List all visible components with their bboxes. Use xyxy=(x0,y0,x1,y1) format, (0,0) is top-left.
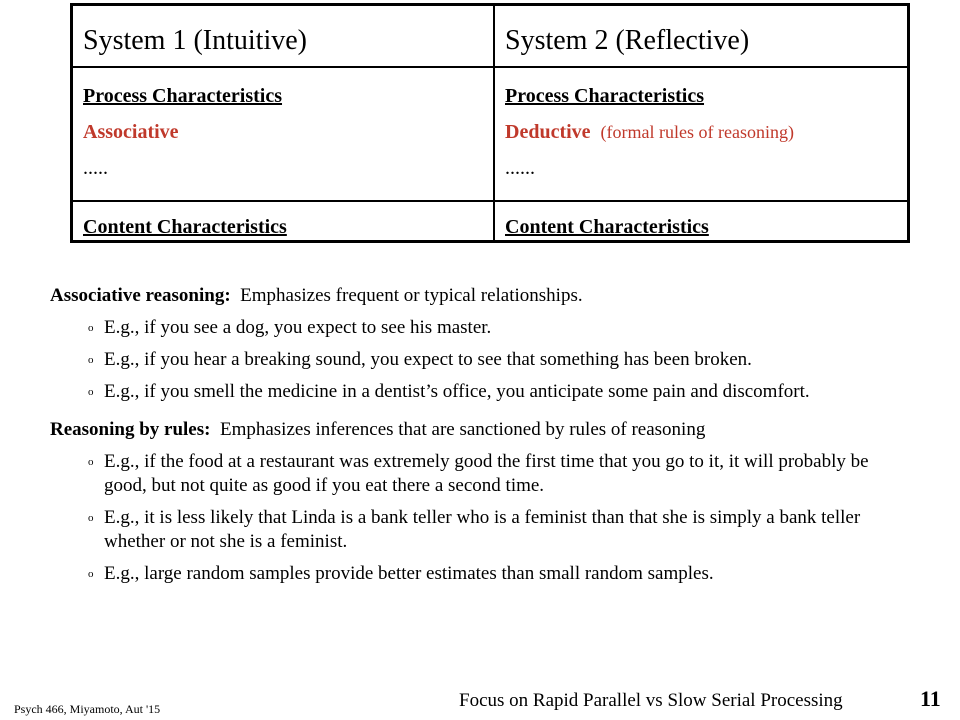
bullet-marker: o xyxy=(88,512,94,524)
section-heading xyxy=(50,284,910,308)
body-text xyxy=(50,284,910,594)
page-number: 11 xyxy=(920,686,941,711)
system2-process-item: Deductive xyxy=(505,121,591,143)
system1-content-row xyxy=(73,200,493,240)
section-text: Emphasizes frequent or typical relationships. xyxy=(240,285,583,306)
bullet-text: E.g., it is less likely that Linda is a bank teller who is a feminist than that she is simply a bank teller whether or not she is a feminist. xyxy=(104,507,861,552)
system2-content-title: Content Characteristics xyxy=(505,216,709,238)
bullet-list xyxy=(50,450,910,586)
system1-process xyxy=(83,84,487,180)
list-item xyxy=(50,450,910,498)
bullet-marker: o xyxy=(88,322,94,334)
system1-process-item: Associative xyxy=(83,121,179,143)
bullet-marker: o xyxy=(88,568,94,580)
footer-course: Psych 466, Miyamoto, Aut '15 xyxy=(14,702,161,716)
bullet-text: E.g., if you see a dog, you expect to see his master. xyxy=(104,317,492,338)
systems-table xyxy=(70,3,910,243)
section-heading xyxy=(50,418,910,442)
section-text: Emphasizes inferences that are sanctioned by rules of reasoning xyxy=(219,419,706,440)
bullet-marker: o xyxy=(88,386,94,398)
list-item xyxy=(50,562,910,586)
system2-header: System 2 (Reflective) xyxy=(495,6,907,68)
system1-content-title: Content Characteristics xyxy=(83,216,287,238)
system1-header: System 1 (Intuitive) xyxy=(73,6,493,68)
system1-dots: ..... xyxy=(83,157,108,179)
bullet-marker: o xyxy=(88,354,94,366)
associative-section xyxy=(50,284,910,404)
footer-focus-text: Focus on Rapid Parallel vs Slow Serial Processing xyxy=(459,690,843,711)
list-item xyxy=(50,380,910,404)
section-title: Associative reasoning: xyxy=(50,285,231,306)
system1-column xyxy=(73,6,495,240)
bullet-text: E.g., large random samples provide better estimates than small random samples. xyxy=(104,563,714,584)
system1-process-title: Process Characteristics xyxy=(83,85,283,107)
rules-section xyxy=(50,418,910,586)
list-item xyxy=(50,348,910,372)
system2-process xyxy=(505,84,901,180)
bullet-text: E.g., if you hear a breaking sound, you expect to see that something has been broken. xyxy=(104,349,752,370)
bullet-text: E.g., if the food at a restaurant was extremely good the first time that you go to it, it will probably be good, but not quite as good if you eat there a second time. xyxy=(104,451,869,496)
section-title: Reasoning by rules: xyxy=(50,419,211,440)
system2-process-line xyxy=(505,120,901,144)
system2-column xyxy=(495,6,907,240)
system2-process-note: (formal rules of reasoning) xyxy=(600,122,794,142)
bullet-marker: o xyxy=(88,456,94,468)
bullet-text: E.g., if you smell the medicine in a dentist’s office, you anticipate some pain and discomfort. xyxy=(104,381,810,402)
system2-process-title: Process Characteristics xyxy=(505,85,705,107)
system2-content-row xyxy=(495,200,907,240)
list-item xyxy=(50,506,910,554)
list-item xyxy=(50,316,910,340)
bullet-list xyxy=(50,316,910,404)
system2-dots: ...... xyxy=(505,157,535,179)
